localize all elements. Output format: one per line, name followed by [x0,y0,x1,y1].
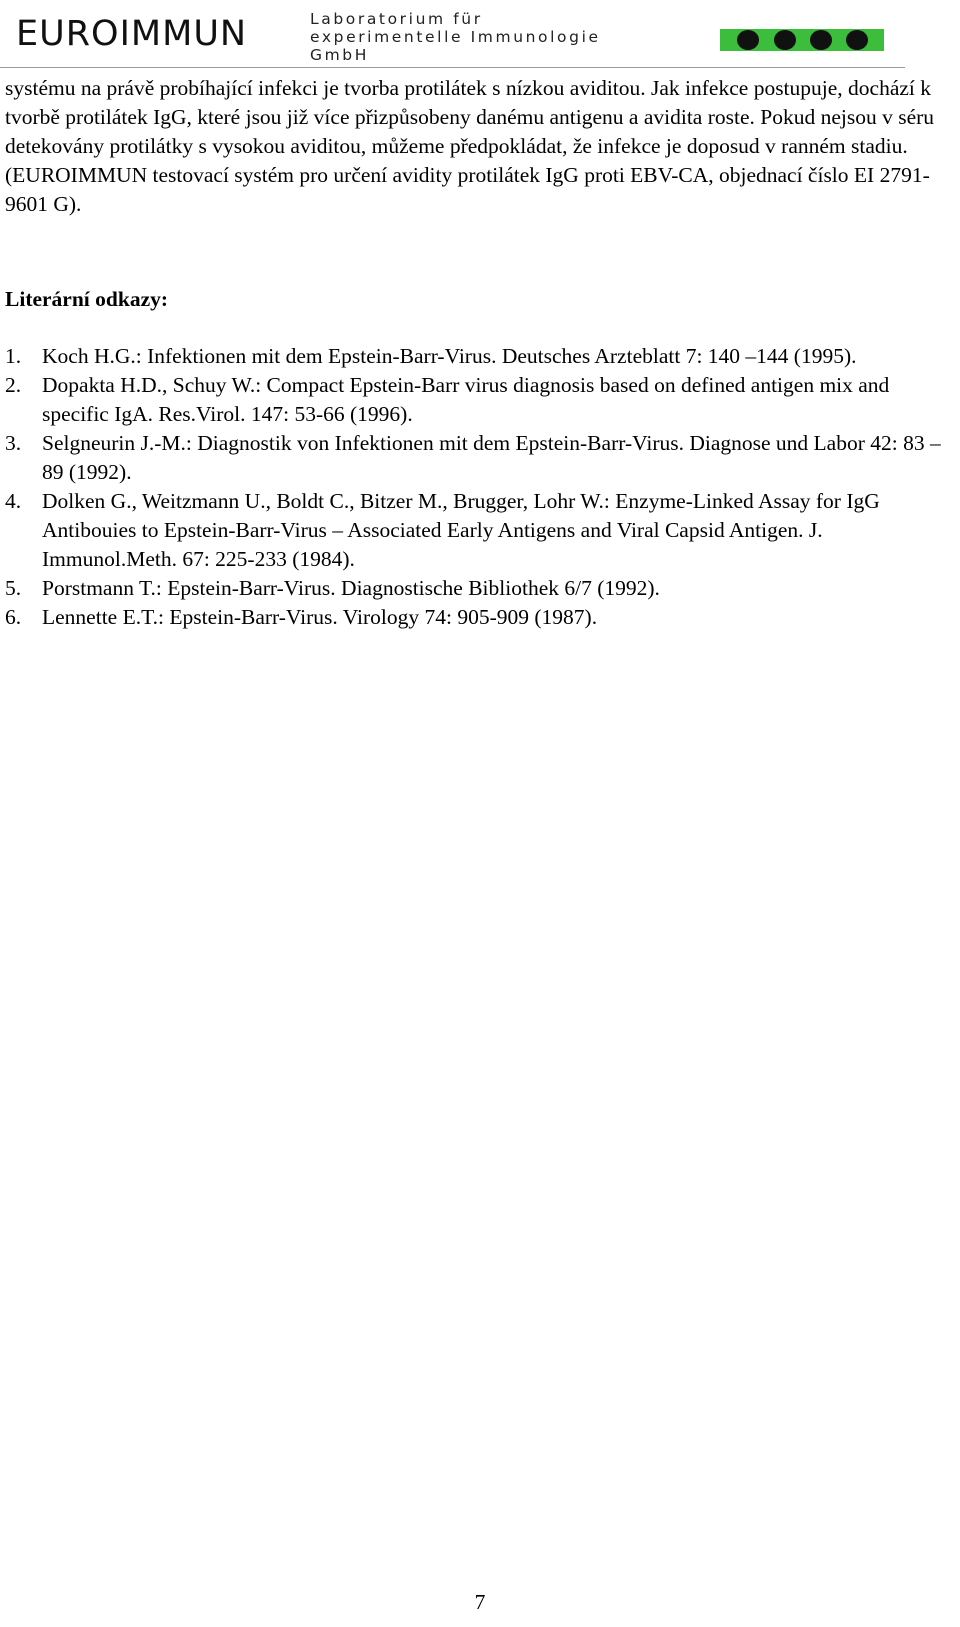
references-heading: Literární odkazy: [5,287,169,311]
references-list [5,342,955,632]
reference-item [5,429,955,487]
euroimmun-logo [720,28,884,52]
subtitle-line-1: Laboratorium für [310,10,483,28]
company-subtitle [310,10,601,64]
reference-item [5,371,955,429]
logo-dot [737,30,759,50]
reference-item [5,342,955,371]
page-header [0,0,905,68]
body-paragraph: systému na právě probíhající infekci je tvorba protilátek s nízkou aviditou. Jak infekce postupuje, dochází k tvorbě protilátek IgG, které jsou již více přizpůsobeny danému antigenu a avidita roste. Pokud nejsou v séru detekovány protilátky s vysokou aviditou, můžeme předpokládat, že infekce je doposud v ranném stadiu. (EUROIMMUN testovací systém pro určení avidity protilátek IgG proti EBV-CA, objednací číslo EI 2791-9601 G). [5,76,935,216]
page-content [5,74,955,632]
logo-dot [846,30,868,50]
reference-item [5,487,955,574]
brand-name: EUROIMMUN [16,14,248,54]
reference-number: 2. [5,373,22,397]
reference-text: Porstmann T.: Epstein-Barr-Virus. Diagnostische Bibliothek 6/7 (1992). [42,576,660,600]
page-number: 7 [474,1590,486,1614]
reference-item [5,603,955,632]
subtitle-line-2: experimentelle Immunologie [310,28,601,46]
reference-number: 4. [5,489,22,513]
reference-number: 6. [5,605,22,629]
reference-text: Dolken G., Weitzmann U., Boldt C., Bitzer M., Brugger, Lohr W.: Enzyme-Linked Assay for IgG Antibouies to Epstein-Barr-Virus – Associated Early Antigens and Viral Capsid Antigen. J. Immunol.Meth. 67: 225-233 (1984). [42,489,880,571]
subtitle-line-3: GmbH [310,46,370,64]
reference-text: Dopakta H.D., Schuy W.: Compact Epstein-Barr virus diagnosis based on defined antigen mix and specific IgA. Res.Virol. 147: 53-66 (1996). [42,373,890,426]
reference-text: Koch H.G.: Infektionen mit dem Epstein-Barr-Virus. Deutsches Arzteblatt 7: 140 –144 (1995). [42,344,857,368]
reference-item [5,574,955,603]
reference-text: Selgneurin J.-M.: Diagnostik von Infektionen mit dem Epstein-Barr-Virus. Diagnose und Labor 42: 83 –89 (1992). [42,431,941,484]
reference-text: Lennette E.T.: Epstein-Barr-Virus. Virology 74: 905-909 (1987). [42,605,598,629]
reference-number: 5. [5,576,22,600]
reference-number: 3. [5,431,22,455]
header-divider [0,67,905,68]
logo-dot [774,30,796,50]
reference-number: 1. [5,344,22,368]
logo-dot [810,30,832,50]
